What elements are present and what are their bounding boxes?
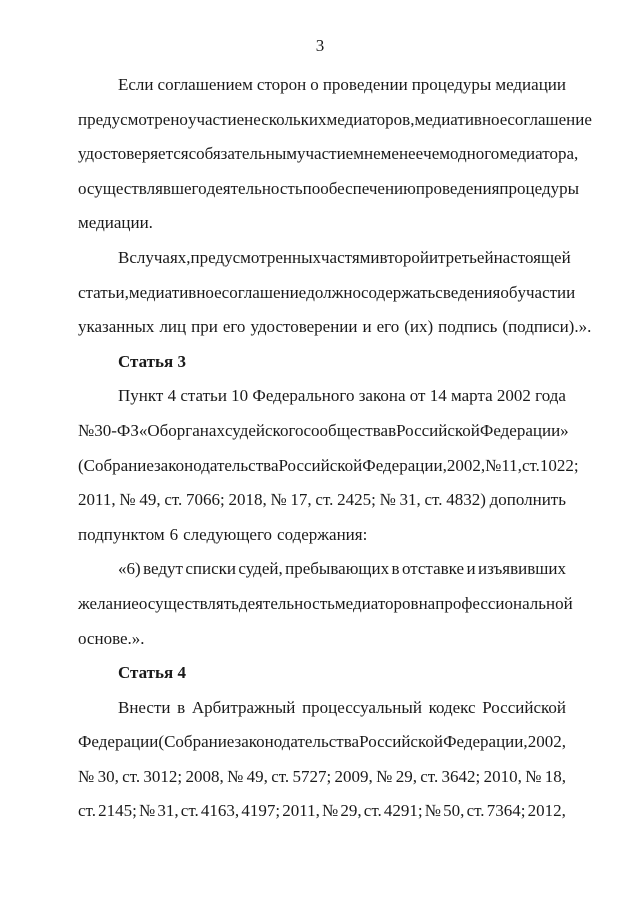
document-body [78,68,592,829]
page-number: 3 [315,36,325,55]
paragraph [78,379,579,552]
text-line: «6) ведут списки судей, пребывающих в отставке и изъявивших [118,559,566,579]
text-line: Федерации (Собрание законодательства Российской Федерации, 2002, [78,732,566,752]
text-line: № 30-ФЗ «Об органах судейского сообщества в Российской Федерации» [78,420,569,440]
paragraph [78,241,592,345]
text-line: основе.». [78,628,145,648]
text-line: предусмотрено участие нескольких медиаторов, медиативное соглашение [78,109,592,129]
text-line: осуществлявшего деятельность по обеспечению проведения процедуры [78,178,580,198]
text-line: 2011, № 49, ст. 7066; 2018, № 17, ст. 2425; № 31, ст. 4832) дополнить [78,490,566,510]
article-heading: Статья 4 [118,663,186,683]
text-line: Пункт 4 статьи 10 Федерального закона от 14 марта 2002 года [118,386,566,406]
text-line: медиации. [78,213,153,233]
text-line: Внести в Арбитражный процессуальный кодекс Российской [118,697,566,717]
article-heading: Статья 3 [118,351,186,371]
paragraph [78,552,573,656]
text-line: ст. 2145; № 31, ст. 4163, 4197; 2011, № 29, ст. 4291; № 50, ст. 7364; 2012, [78,801,566,821]
text-line: статьи, медиативное соглашение должно содержать сведения об участии [78,282,576,302]
text-line: удостоверяется с обязательным участием не менее чем одного медиатора, [78,144,579,164]
text-line: подпунктом 6 следующего содержания: [78,524,368,544]
text-line: Если соглашением сторон о проведении процедуры медиации [118,75,566,94]
text-line: В случаях, предусмотренных частями второй и третьей настоящей [118,247,571,267]
text-line: № 30, ст. 3012; 2008, № 49, ст. 5727; 2009, № 29, ст. 3642; 2010, № 18, [78,766,566,786]
paragraph [78,691,566,829]
text-line: желание осуществлять деятельность медиаторов на профессиональной [78,593,573,613]
text-line: указанных лиц при его удостоверении и его (их) подпись (подписи).». [78,317,592,337]
paragraph [78,68,592,241]
text-line: (Собрание законодательства Российской Федерации, 2002, № 11, ст. 1022; [78,455,579,475]
